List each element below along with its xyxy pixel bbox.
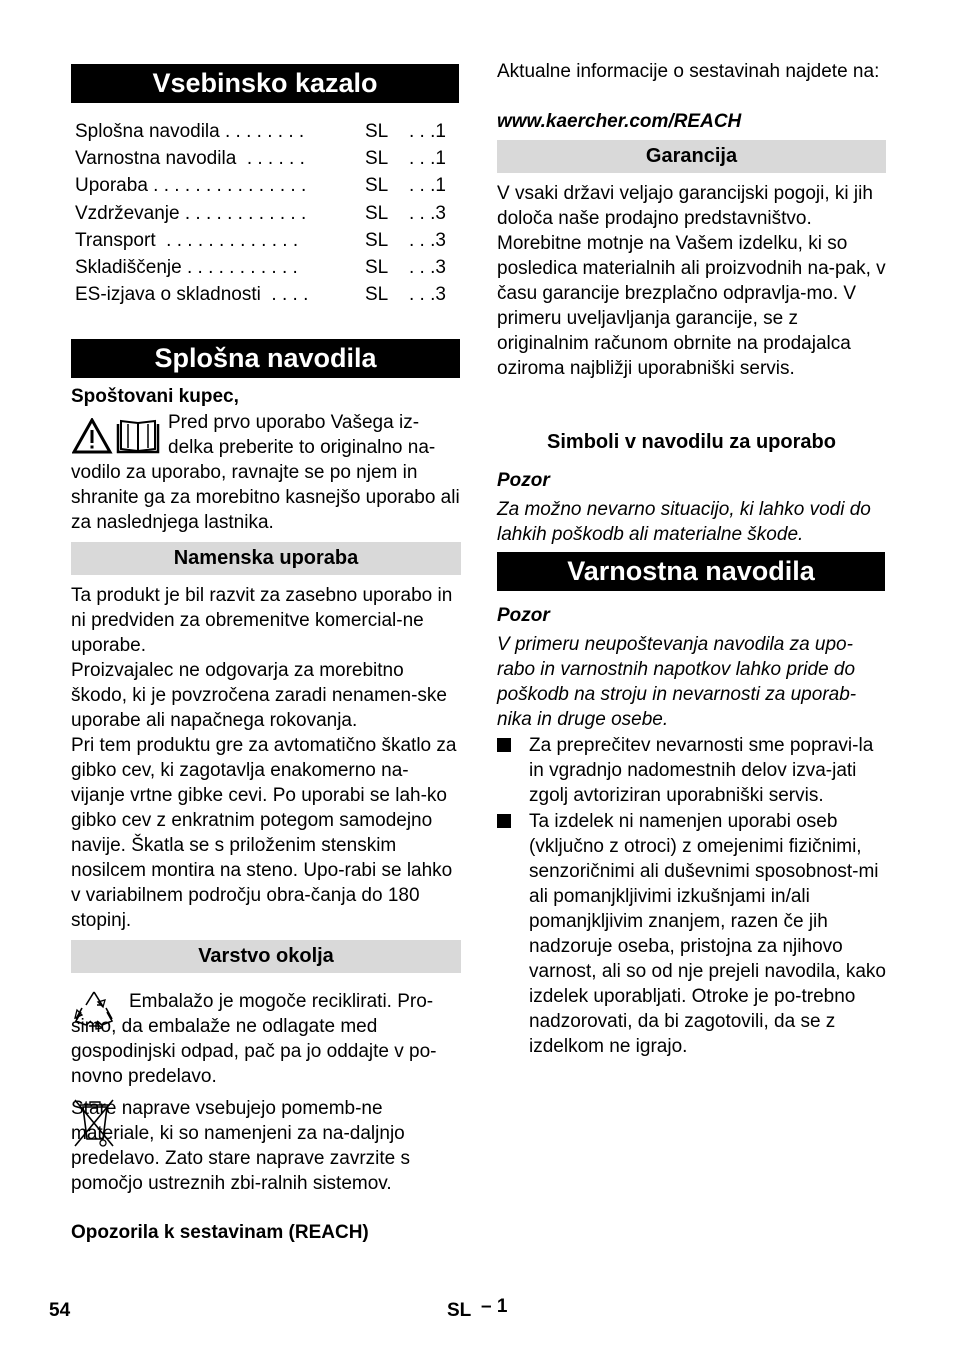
bullet-marker-2 — [497, 814, 511, 828]
toc-row[interactable] — [75, 227, 455, 254]
page-number: 54 — [49, 1300, 71, 1321]
toc-entry-title: ES-izjava o skladnosti . . . . — [75, 284, 309, 306]
greeting: Spoštovani kupec, — [71, 386, 239, 407]
intro-text: vodilo za uporabo, ravnajte se po njem in shranite ga za morebitno kasnejšo uporabo ali za naslednjega lastnika. — [71, 462, 460, 533]
toc-entry-lang: SL — [365, 229, 389, 251]
reach-heading: Opozorila k sestavinam (REACH) — [71, 1222, 369, 1243]
toc-row[interactable] — [75, 172, 455, 199]
toc-entry-title: Uporaba . . . . . . . . . . . . . . . — [75, 175, 307, 197]
toc-row[interactable] — [75, 254, 455, 281]
reach-link[interactable]: www.kaercher.com/REACH — [497, 111, 742, 132]
toc-entry-page: . . .1 — [409, 121, 446, 142]
toc-entry-title: Varnostna navodila . . . . . . — [75, 148, 305, 170]
footer-lang: SL — [447, 1300, 472, 1321]
toc-entry-lang: SL — [365, 121, 389, 142]
toc-row[interactable] — [75, 281, 455, 308]
toc-entry-title: Transport . . . . . . . . . . . . . — [75, 229, 299, 251]
safety-caution-text: V primeru neupoštevanja navodila za upo-rabo in varnostnih napotkov lahko pride do poškodb na stroju in nevarnosti za uporab-nika in druge osebe. — [497, 634, 857, 730]
warranty-text: V vsaki državi veljajo garancijski pogoji, ki jih določa naše prodajno predstavništvo. Morebitne motnje na Vašem izdelku, ki so posledica materialnih ali proizvodnih na-pak, v času garancije brezplačno odpravlja-mo. V primeru uveljavljanja garancije, se z originalnim računom obrnite na prodajalca oziroma najbližji uporabniški servis. — [497, 183, 886, 379]
bullet-item-2: Ta izdelek ni namenjen uporabi oseb (vključno z otroci) z omejenimi fizičnimi, senzoričnimi ali duševnimi sposobnost-mi ali pomanjkljivimi izkušnjami in/ali pomanjkljivim znanjem, razen če jih nadzoruje oseba, pristojna za njihovo varnost, ali so od nje prejeli navodila, kako izdelek uporabljati. Otroke je po-trebno nadzorovati, da bi zagotovili, da se z izdelkom ne igrajo. — [529, 811, 886, 1057]
symbols-heading: Simboli v navodilu za uporabo — [547, 431, 836, 453]
reach-text: Aktualne informacije o sestavinah najdete na: — [497, 61, 880, 82]
toc-title: Vsebinsko kazalo — [71, 64, 459, 103]
toc-entry-page: . . .3 — [409, 202, 446, 224]
caution-label: Pozor — [497, 470, 550, 491]
weee-text: Stare naprave vsebujejo pomemb-ne materiale, ki so namenjeni za na-daljnjo predelavo. Zato stare naprave zavrzite s pomočjo ustreznih zbi-ralnih sistemov. — [71, 1098, 411, 1194]
caution-text: Za možno nevarno situacijo, ki lahko vodi do lahkih poškodb ali materialne škode. — [497, 499, 871, 545]
toc-row[interactable] — [75, 200, 455, 227]
toc-row[interactable] — [75, 145, 455, 172]
intro-line-1: Pred prvo uporabo Vašega iz- — [168, 412, 420, 433]
toc-entry-lang: SL — [365, 175, 389, 197]
intended-use-heading: Namenska uporaba — [71, 542, 461, 575]
toc-entry-page: . . .1 — [409, 175, 446, 197]
recycling-text: Embalažo je mogoče reciklirati. Pro-simo, da embalaže ne odlagate med gospodinjski odpad, pač pa jo oddajte v po-novno predelavo. — [71, 991, 437, 1087]
bullet-item-1: Za preprečitev nevarnosti sme popravi-la in vgradnjo nadomestnih delov izva-jati zgolj avtoriziran uporabniški servis. — [529, 735, 874, 806]
safety-caution-label: Pozor — [497, 605, 550, 626]
bullet-marker-1 — [497, 738, 511, 752]
environment-heading: Varstvo okolja — [71, 940, 461, 973]
intro-line-2: delka preberite to originalno na- — [168, 437, 436, 458]
toc-entry-title: Vzdrževanje . . . . . . . . . . . . — [75, 202, 307, 224]
toc-entry-page: . . .1 — [409, 148, 446, 170]
general-section-title: Splošna navodila — [71, 339, 460, 378]
toc-entry-lang: SL — [365, 284, 389, 306]
toc-entry-page: . . .3 — [409, 284, 446, 306]
safety-section-title: Varnostna navodila — [497, 552, 885, 591]
warranty-heading: Garancija — [497, 140, 886, 173]
footer-section-page: – 1 — [481, 1296, 508, 1317]
toc-row[interactable] — [75, 118, 455, 145]
toc-entry-lang: SL — [365, 202, 389, 224]
toc-entry-title: Skladiščenje . . . . . . . . . . . — [75, 257, 298, 278]
toc-entry-page: . . .3 — [409, 229, 446, 251]
warning-manual-icon — [72, 418, 162, 454]
toc-entry-title: Splošna navodila . . . . . . . . — [75, 121, 305, 142]
toc-entry-lang: SL — [365, 148, 389, 170]
toc-entry-lang: SL — [365, 257, 389, 278]
intended-use-text: Ta produkt je bil razvit za zasebno uporabo in ni predviden za obremenitve komercial-ne uporabe. Proizvajalec ne odgovarja za morebitno škodo, ki je povzročena zaradi nenamen-ske uporabe ali napačnega rokovanja. Pri tem produktu gre za avtomatično škatlo za gibko cev, ki zagotavlja enakomerno na-vijanje vrtne gibke cevi. Po uporabi se lah-ko gibko cev z enkratnim potegom samodejno navije. Škatla se s priloženim stenskim nosilcem montira na steno. Upo-rabi se lahko v variabilnem področju obra-čanja do 180 stopinj. — [71, 585, 457, 931]
toc-entry-page: . . .3 — [409, 257, 446, 278]
